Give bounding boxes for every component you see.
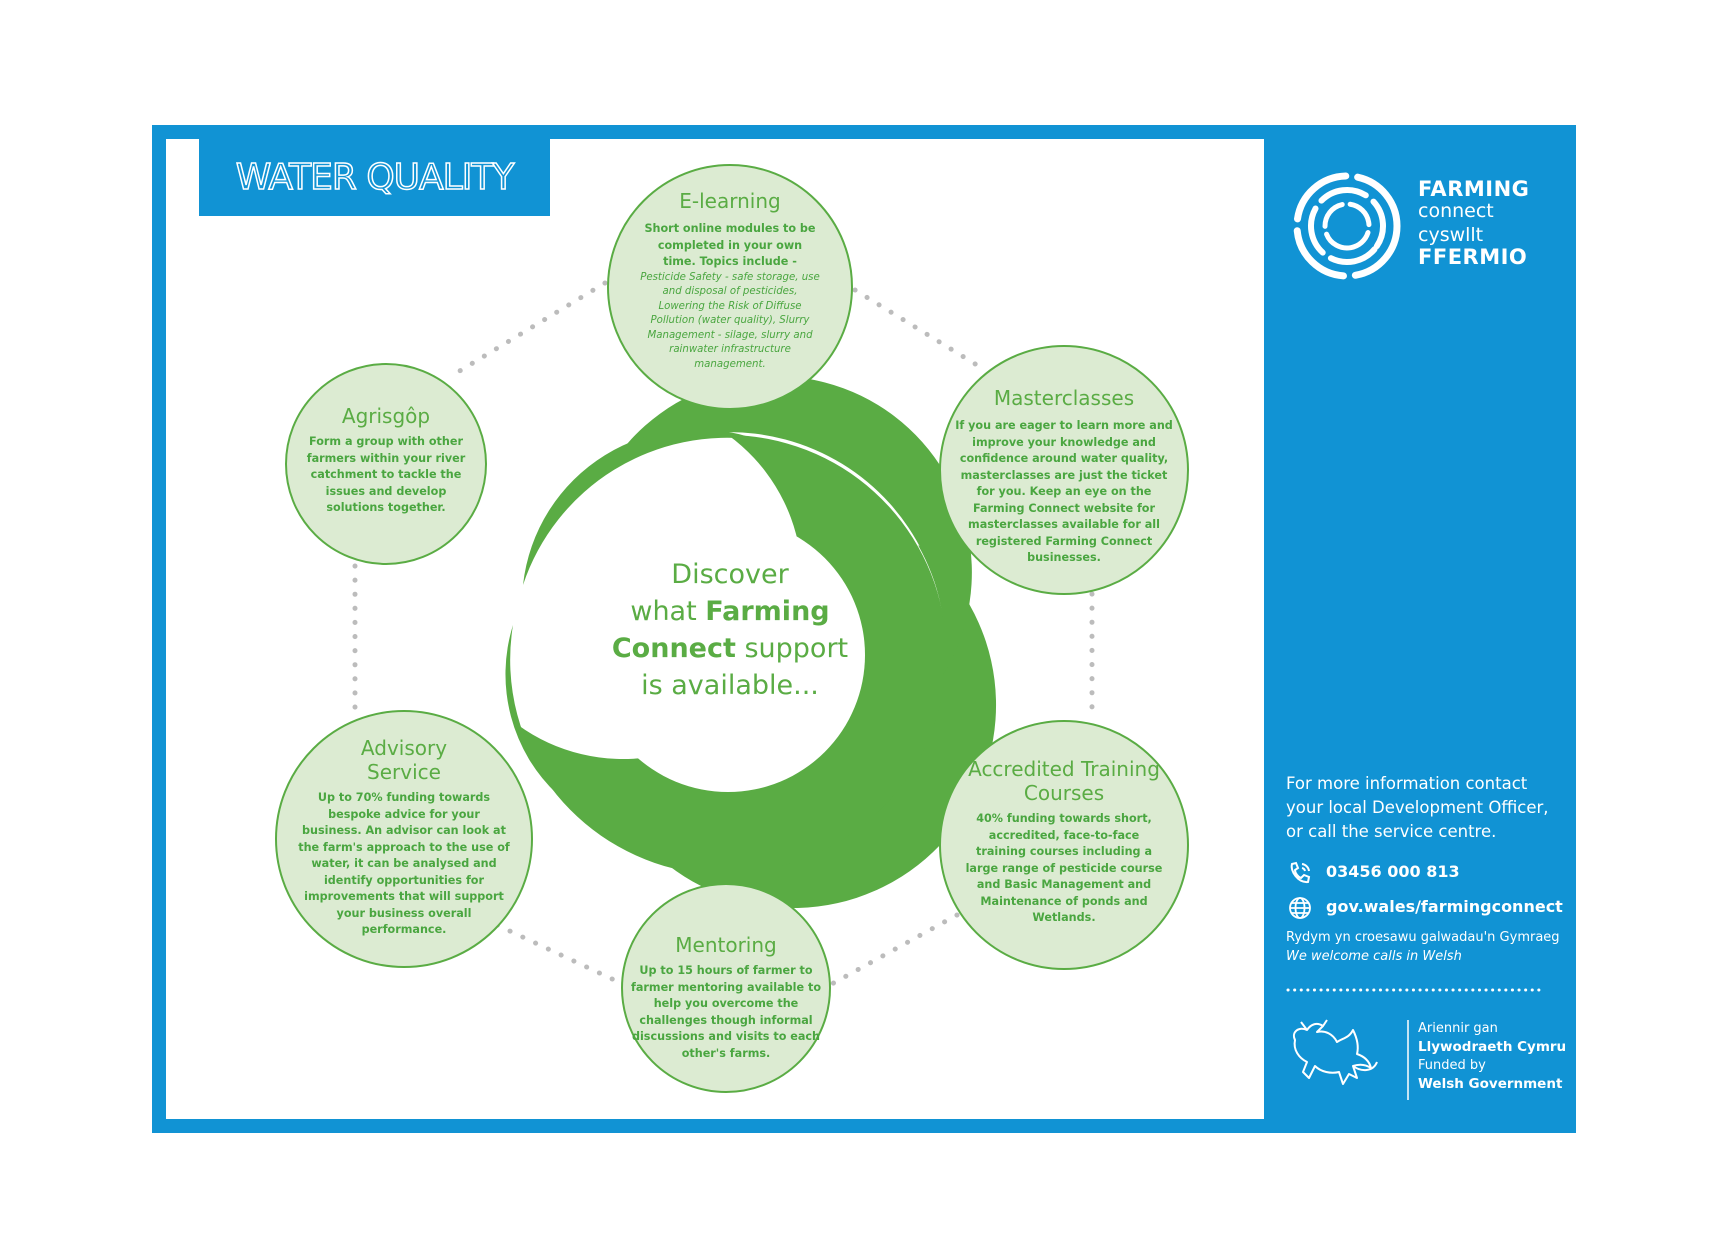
- funding-en-gov: Welsh Government: [1418, 1076, 1563, 1092]
- funding-cy-gov: Llywodraeth Cymru: [1418, 1039, 1567, 1055]
- welsh-translation: We welcome calls in Welsh: [1286, 949, 1462, 964]
- agrisgop-text: Form a group with other farmers within your river catchment to tackle the issues and develop solutions together.: [306, 435, 466, 514]
- brand-wordmark: [1418, 178, 1529, 268]
- funding-block: [1418, 1020, 1566, 1094]
- funding-cy-label: Ariennir gan: [1418, 1021, 1498, 1036]
- welsh-notice: [1286, 928, 1560, 966]
- advisory-title: Advisory Service: [360, 736, 448, 784]
- elearning-topics: Pesticide Safety - safe storage, use and disposal of pesticides, Lowering the Risk of Diffuse Pollution (water quality), Slurry Management - silage, slurry and rainwater infrastructure management.: [640, 271, 820, 370]
- globe-icon: [1290, 898, 1310, 918]
- node-advisory: [298, 736, 510, 939]
- mentoring-title: Mentoring: [675, 933, 777, 957]
- brand-line-3: cyswllt: [1418, 224, 1484, 246]
- masterclasses-title: Masterclasses: [993, 386, 1135, 410]
- center-line-4: is available...: [641, 670, 819, 701]
- node-accredited: [962, 757, 1166, 927]
- phone-row[interactable]: [1326, 862, 1460, 881]
- page-title: WATER QUALITY: [235, 157, 514, 198]
- website-link[interactable]: gov.wales/farmingconnect: [1326, 897, 1563, 916]
- center-headline: [580, 556, 880, 704]
- masterclasses-text: If you are eager to learn more and improve your knowledge and confidence around water quality, masterclasses are just the ticket for you. Keep an eye on the Farming Connect website for masterclasses available for all registered Farming Connect businesses.: [955, 419, 1173, 564]
- welsh-dragon-icon: [1294, 1020, 1377, 1084]
- brand-line-1: FARMING: [1418, 177, 1530, 201]
- mentoring-text: Up to 15 hours of farmer to farmer mentoring available to help you overcome the challenges though informal discussions and visits to each other's farms.: [630, 964, 822, 1060]
- advisory-text: Up to 70% funding towards bespoke advice for your business. An advisor can look at the farm's approach to the use of water, it can be analysed and identify opportunities for improvements that will support your business overall performance.: [298, 791, 510, 936]
- accredited-text: 40% funding towards short, accredited, face-to-face training courses including a large range of pesticide course and Basic Management and Maintenance of ponds and Wetlands.: [965, 812, 1163, 924]
- center-line-2: what Farming: [630, 596, 830, 627]
- phone-icon: [1292, 863, 1309, 882]
- funding-en-label: Funded by: [1418, 1058, 1486, 1073]
- accredited-title: Accredited Training Courses: [968, 757, 1160, 805]
- node-masterclasses: [950, 386, 1178, 567]
- center-line-3: Connect support: [611, 633, 849, 664]
- web-row[interactable]: [1326, 897, 1563, 916]
- brand-line-2: connect: [1418, 200, 1494, 222]
- welsh-line: Rydym yn croesawu galwadau'n Gymraeg: [1286, 930, 1560, 945]
- brand-line-4: FFERMIO: [1418, 245, 1528, 269]
- contact-intro: For more information contact your local Development Officer, or call the service centre.: [1286, 774, 1549, 841]
- agrisgop-title: Agrisgôp: [341, 404, 431, 428]
- phone-number[interactable]: 03456 000 813: [1326, 862, 1460, 881]
- elearning-text: Short online modules to be completed in your own time. Topics include -: [644, 222, 816, 268]
- node-mentoring: [630, 933, 822, 1062]
- center-line-1: Discover: [671, 559, 789, 590]
- elearning-title: E-learning: [679, 189, 781, 213]
- node-agrisgop: [306, 404, 466, 517]
- farming-connect-logo-icon: [1296, 175, 1397, 276]
- node-elearning: [640, 189, 820, 372]
